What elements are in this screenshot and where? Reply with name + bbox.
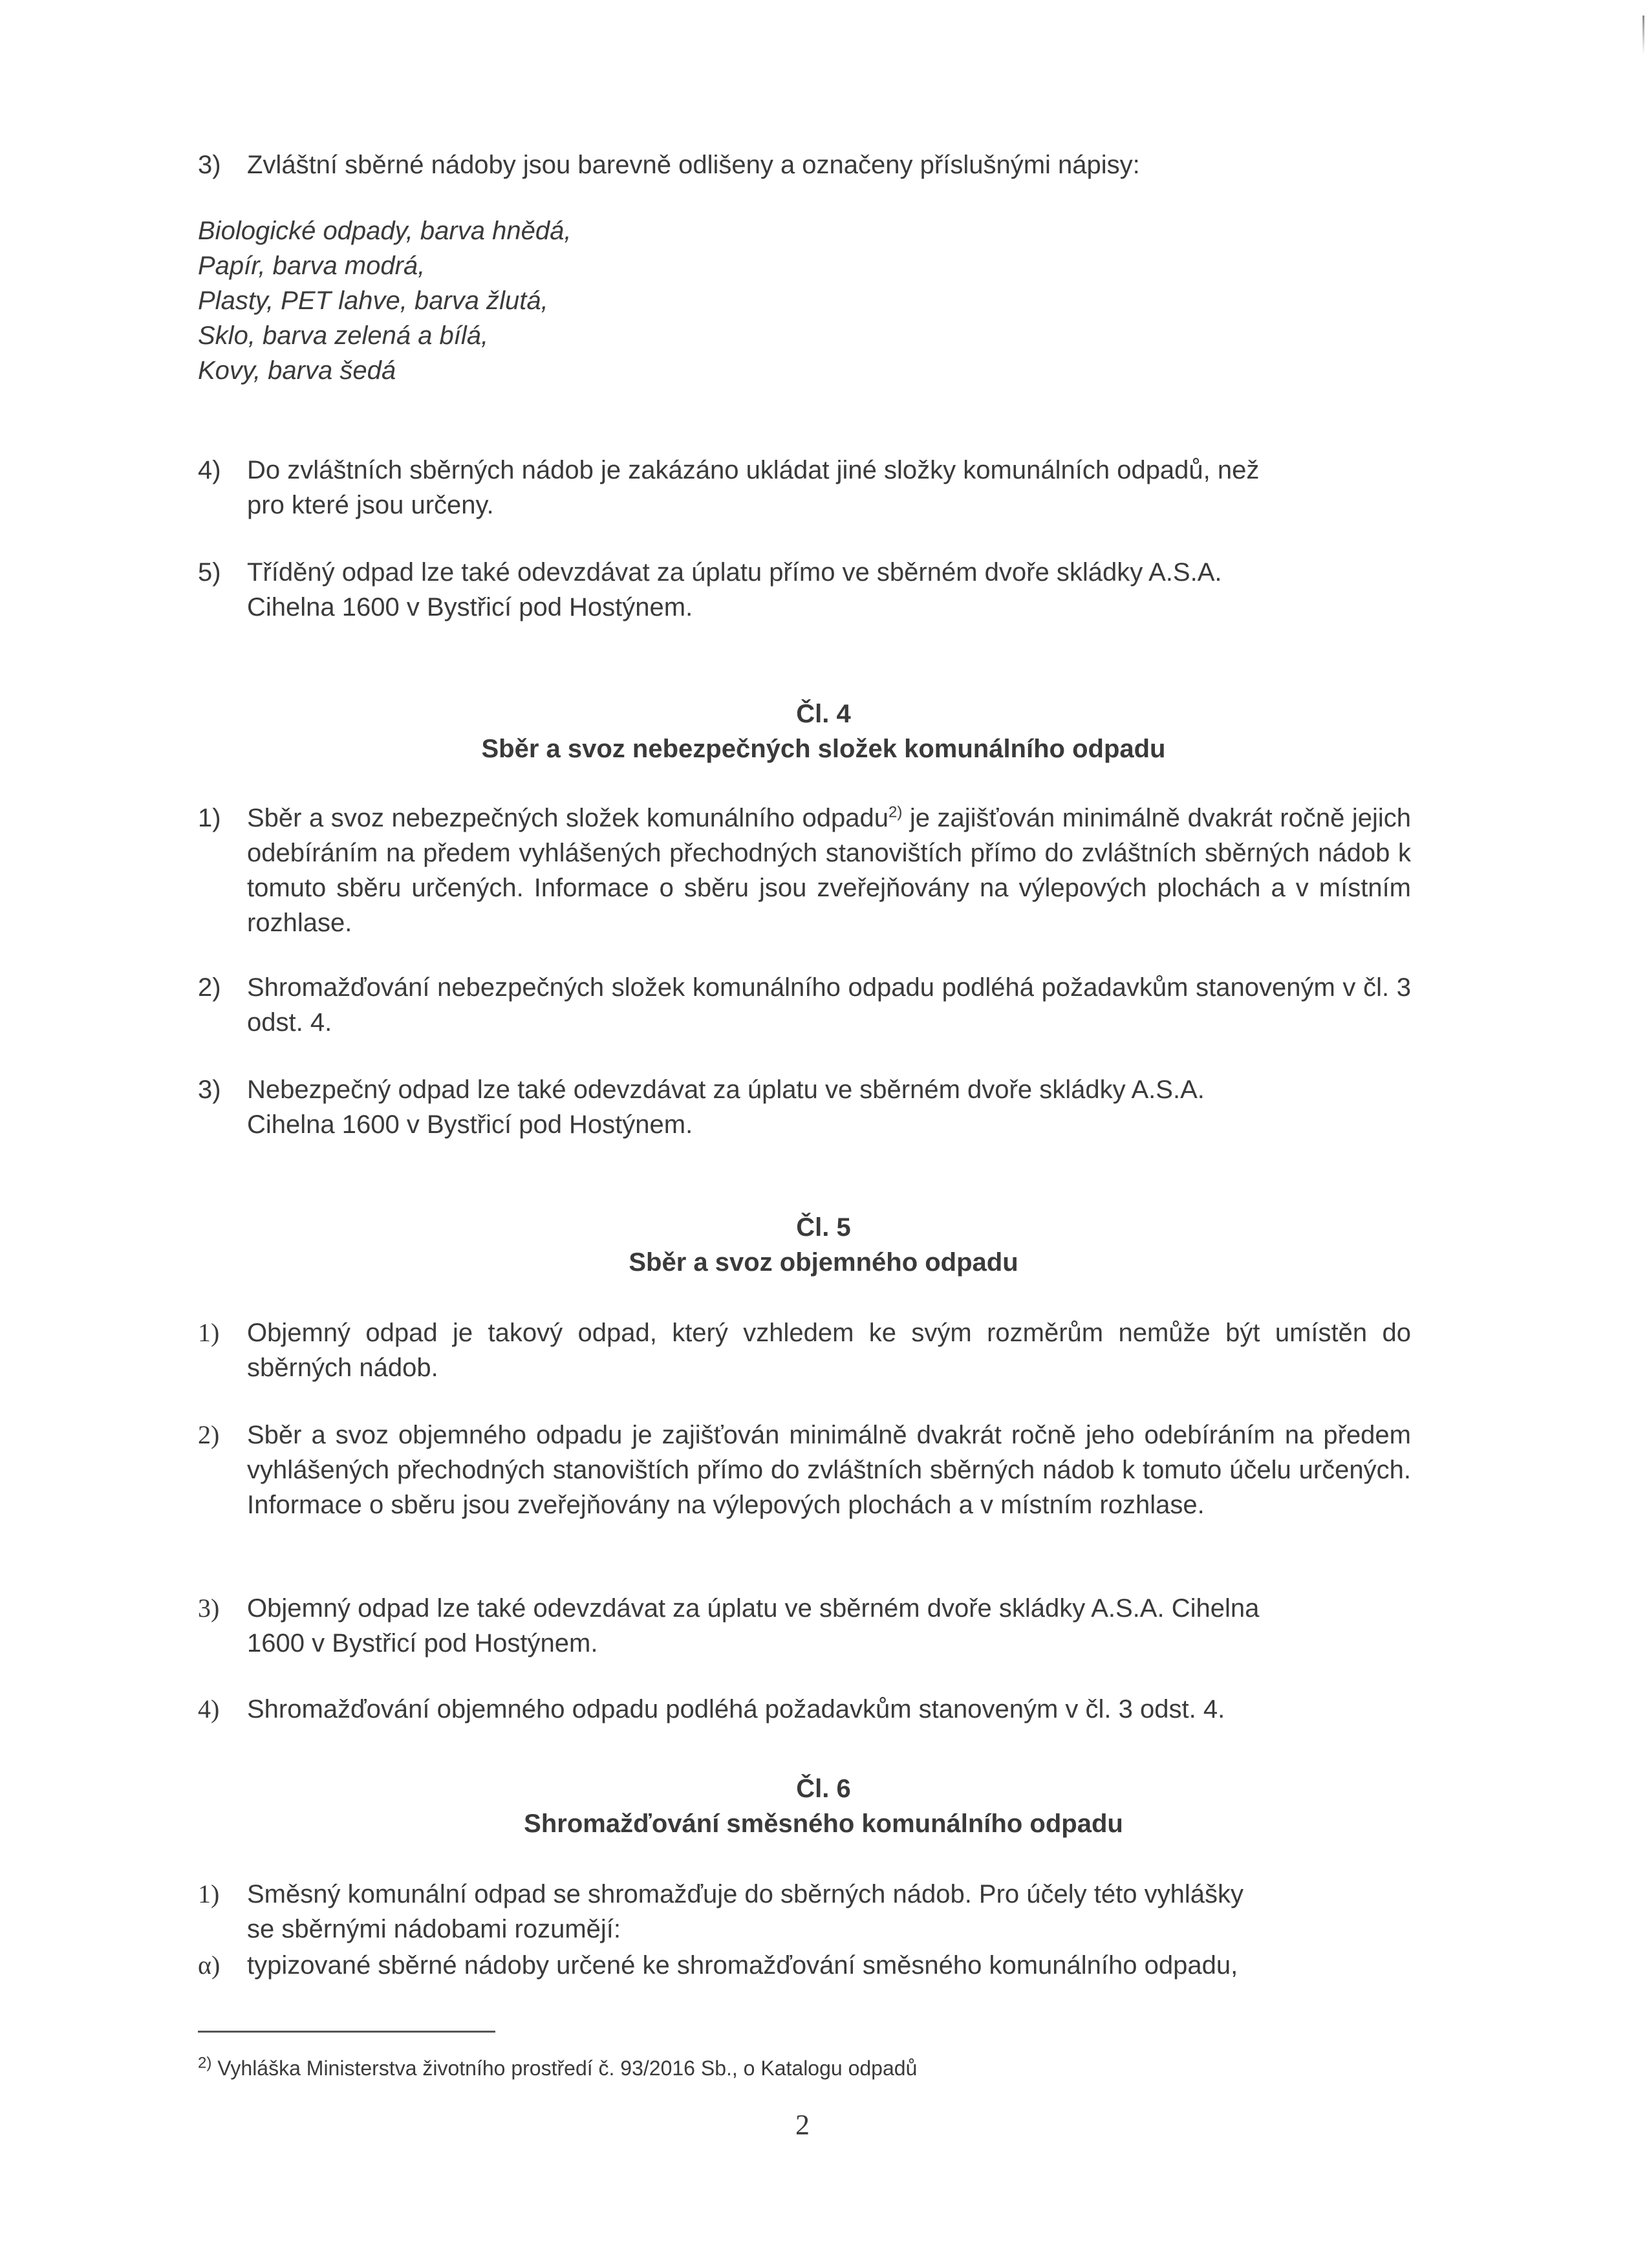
- paragraph-line: Tříděný odpad lze také odevzdávat za úplatu přímo ve sběrném dvoře skládky A.S.A.: [247, 558, 1222, 587]
- paragraph-line: se sběrnými nádobami rozumějí:: [247, 1915, 621, 1943]
- paragraph-line: 1600 v Bystřicí pod Hostýnem.: [247, 1629, 598, 1658]
- paragraph-text: typizované sběrné nádoby určené ke shromažďování směsného komunálního odpadu,: [247, 1951, 1238, 1980]
- paragraph-text: [247, 801, 1411, 940]
- paragraph-line: Objemný odpad lze také odevzdávat za úplatu ve sběrném dvoře skládky A.S.A. Cihelna: [247, 1594, 1260, 1623]
- item-number: 1): [198, 1318, 220, 1347]
- paragraph-text-part: Sběr a svoz nebezpečných složek komunálního odpadu: [247, 804, 888, 832]
- item-number: 1): [198, 804, 221, 832]
- paragraph-line: Nebezpečný odpad lze také odevzdávat za úplatu ve sběrném dvoře skládky A.S.A.: [247, 1075, 1205, 1104]
- item-number: 3): [198, 151, 221, 179]
- footnote-reference[interactable]: 2): [888, 803, 903, 821]
- article-title: Sběr a svoz objemného odpadu: [629, 1248, 1018, 1277]
- item-number: 3): [198, 1075, 221, 1104]
- article-title: Sběr a svoz nebezpečných složek komunálního odpadu: [481, 735, 1166, 763]
- paragraph-text: Objemný odpad je takový odpad, který vzhledem ke svým rozměrům nemůže být umístěn do sběrných nádob.: [247, 1319, 1411, 1382]
- item-number: 2): [198, 1420, 220, 1449]
- paragraph-text: Zvláštní sběrné nádoby jsou barevně odlišeny a označeny příslušnými nápisy:: [247, 151, 1140, 179]
- footnote: [198, 2054, 918, 2080]
- paragraph-line: Cihelna 1600 v Bystřicí pod Hostýnem.: [247, 593, 693, 621]
- color-list-item: Biologické odpady, barva hnědá,: [198, 217, 572, 245]
- item-number: 5): [198, 558, 221, 587]
- article-title: Shromažďování směsného komunálního odpadu: [524, 1809, 1123, 1838]
- paragraph-line: Směsný komunální odpad se shromažďuje do sběrných nádob. Pro účely této vyhlášky: [247, 1880, 1243, 1908]
- article-label: Čl. 5: [796, 1213, 851, 1242]
- item-number: 3): [198, 1593, 220, 1623]
- item-number: 4): [198, 456, 221, 484]
- article-label: Čl. 4: [796, 700, 851, 728]
- paragraph-text: Shromažďování nebezpečných složek komunálního odpadu podléhá požadavkům stanoveným v čl. 3 odst. 4.: [247, 973, 1411, 1037]
- paragraph-text: Sběr a svoz objemného odpadu je zajišťován minimálně dvakrát ročně jeho odebíráním na předem vyhlášených přechodných stanovištích přímo do zvláštních sběrných nádob k tomuto účelu určených. Informace o sběru jsou zveřejňovány na výlepových plochách a v místním rozhlase.: [247, 1421, 1411, 1519]
- paragraph-text-part: je zajišťován minimálně dvakrát ročně jejich odebíráním na předem vyhlášených přechodných stanovištích přímo do zvláštních sběrných nádob k tomuto sběru určených. Informace o sběru jsou zveřejňovány na výlepových plochách a v místním rozhlase.: [247, 804, 1411, 937]
- paragraph-line: pro které jsou určeny.: [247, 491, 494, 519]
- item-number: 4): [198, 1694, 220, 1723]
- color-list-item: Kovy, barva šedá: [198, 356, 396, 385]
- footnote-divider: [198, 2031, 495, 2033]
- item-number: 2): [198, 973, 221, 1002]
- page-number: 2: [795, 2109, 810, 2141]
- paragraph-line: Do zvláštních sběrných nádob je zakázáno ukládat jiné složky komunálních odpadů, než: [247, 456, 1260, 484]
- paragraph-line: Cihelna 1600 v Bystřicí pod Hostýnem.: [247, 1110, 693, 1139]
- color-list-item: Plasty, PET lahve, barva žlutá,: [198, 286, 548, 315]
- footnote-text: Vyhláška Ministerstva životního prostředí č. 93/2016 Sb., o Katalogu odpadů: [211, 2057, 918, 2080]
- article-label: Čl. 6: [796, 1775, 851, 1803]
- color-list-item: Papír, barva modrá,: [198, 252, 425, 280]
- item-number: α): [198, 1950, 221, 1980]
- footnote-mark: 2): [198, 2054, 212, 2072]
- item-number: 1): [198, 1879, 220, 1908]
- scan-edge-mark: [1642, 16, 1644, 54]
- paragraph-text: Shromažďování objemného odpadu podléhá požadavkům stanoveným v čl. 3 odst. 4.: [247, 1695, 1225, 1723]
- color-list-item: Sklo, barva zelená a bílá,: [198, 321, 489, 350]
